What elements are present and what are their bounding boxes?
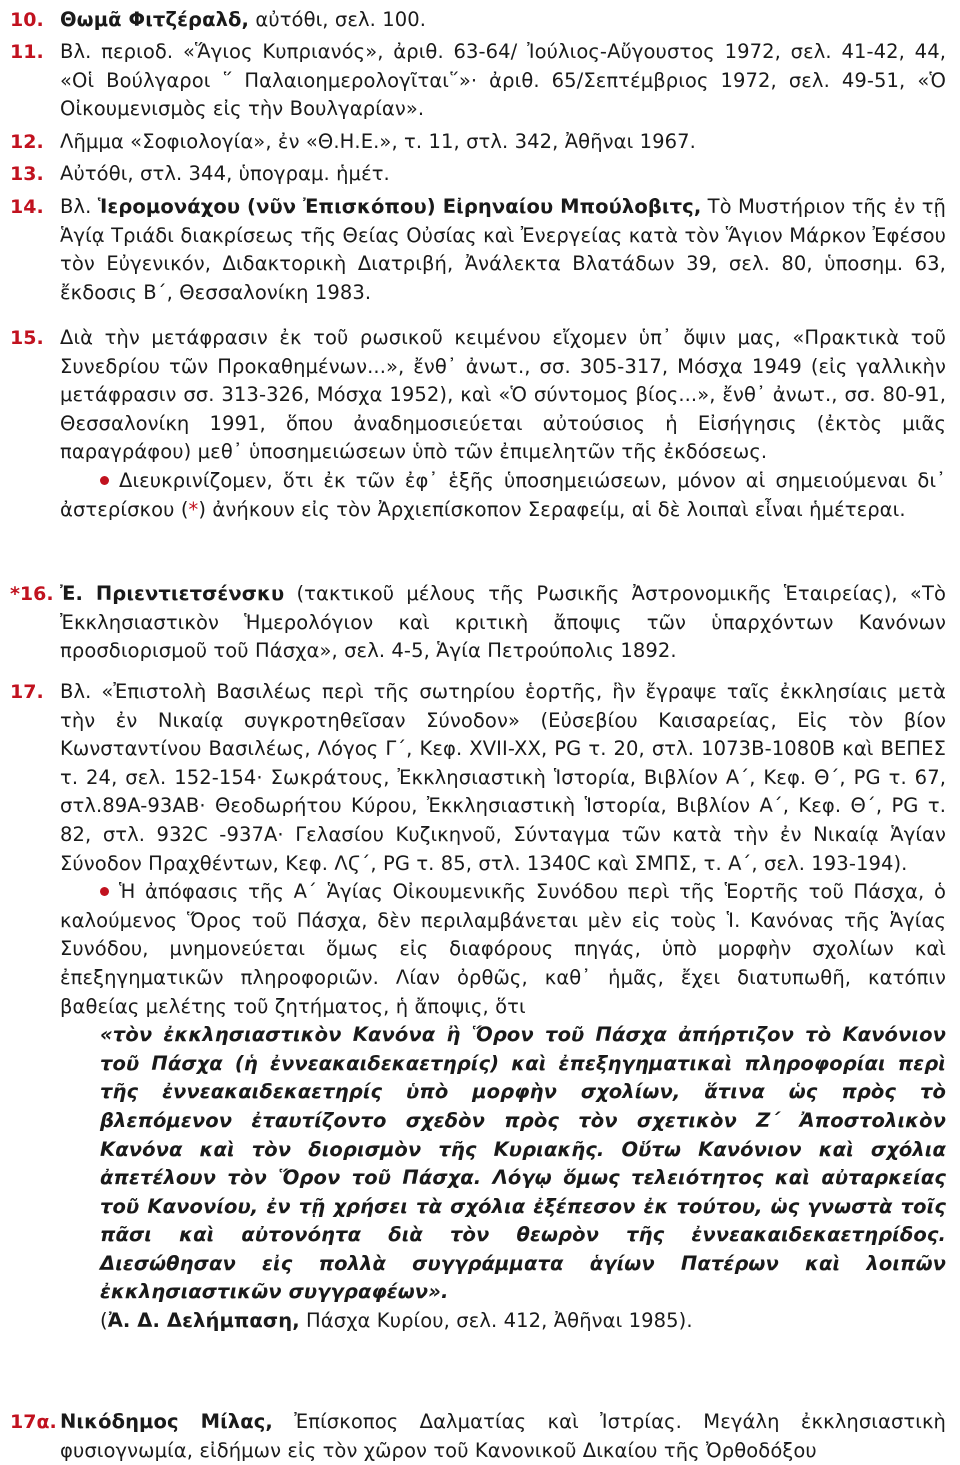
footnote-author: Νικόδημος Μίλας, xyxy=(60,1410,273,1433)
footnote-number: 13. xyxy=(10,163,44,185)
quoted-passage: «τὸν ἐκκλησιαστικὸν Κανόνα ἢ Ὅρον τοῦ Πάσχα ἀπήρτιζον τὸ Κανόνιον τοῦ Πάσχα (ἡ ἐννεακαιδεκαετηρίς) καὶ ἐπεξηγηματικαὶ πληροφορίαι περὶ τῆς ἐννεακαιδεκαετηρίς ὑπὸ μορφὴν σχολίων, ἅτινα ὡς πρὸς τὸ βλεπόμενον ἐταυτίζοντο σχεδὸν πρὸς τὸν σχετικὸν Ζ´ Ἀποστολικὸν Κανόνα καὶ τὸν διορισμὸν τῆς Κυριακῆς. Οὕτω Κανόνιον καὶ σχόλια ἀπετέλουν τὸν Ὅρον τοῦ Πάσχα. Λόγῳ ὅμως τελειότητος καὶ αὐταρκείας τοῦ Κανονίου, ἐν τῇ χρήσει τὰ σχόλια ἐξέπεσον ἐκ τούτου, ὡς γνωστὰ τοῖς πᾶσι καὶ αὐτονόητα διὰ τὸν θεωρὸν τῆς ἐννεακαιδεκαετηρίδος. Διεσώθησαν εἰς πολλὰ συγγράμματα ἁγίων Πατέρων καὶ λοιπῶν ἐκκλησιαστικῶν συγγραφέων». xyxy=(100,1023,946,1304)
footnote-number: 12. xyxy=(10,131,44,153)
bullet-icon xyxy=(100,476,109,485)
footnote-text: Θωμᾶ Φιτζέραλδ, αὐτόθι, σελ. 100. xyxy=(60,8,427,31)
footnote-text: Βλ. «Ἐπιστολὴ Βασιλέως περὶ τῆς σωτηρίου ἑορτῆς, ἣν ἔγραψε ταῖς ἐκκλησίαις μετὰ τὴν ἐν Νικαίᾳ συγκροτηθεῖσαν Σύνοδον» (Εὐσεβίου Καισαρείας, Εἰς τὸν βίον Κωνσταντίνου Βασιλέως, Λόγος Γ´, Κεφ. XVII-XX, PG τ. 20, στλ. 1073B-1080B καὶ ΒΕΠΕΣ τ. 24, σελ. 152-154· Σωκράτους, Ἐκκλησιαστικὴ Ἱστορία, Βιβλίον Α´, Κεφ. Θ´, PG τ. 67, στλ.89A-93AB· Θεοδωρήτου Κύρου, Ἐκκλησιαστικὴ Ἱστορία, Βιβλίον Α´, Κεφ. Θ´, PG τ. 82, στλ. 932C -937A· Γελασίου Κυζικηνοῦ, Σύνταγμα τῶν κατὰ τὴν ἐν Νικαίᾳ Ἁγίαν Σύνοδον Πραχθέντων, Κεφ. ΛϚ´, PG τ. 85, στλ. 1340C καὶ ΣΜΠΣ, τ. Α´, σελ. 193-194). Ἡ ἀπόφασις τῆς Α´ Ἁγίας Οἰκουμενικῆς Συνόδου περὶ τῆς Ἑορτῆς τοῦ Πάσχα, ὁ καλούμενος Ὅρος τοῦ Πάσχα, δὲν περιλαμβάνεται μὲν εἰς τοὺς Ἱ. Κανόνας τῆς Ἁγίας Συνόδου, μνημονεύεται ὅμως εἰς διαφόρους πηγάς, ὑπὸ μορφὴν σχολίων καὶ ἐπεξηγηματικῶν πληροφοριῶν. Λίαν ὀρθῶς, καθ᾽ ἡμᾶς, ἔχει διατυπωθῆ, κατόπιν βαθείας μελέτης τοῦ ζητήματος, ἡ ἄποψις, ὅτι «τὸν ἐκκλησιαστικὸν Κανόνα ἢ Ὅρον τοῦ Πάσχα ἀπήρτιζον τὸ Κανόνιον τοῦ Πάσχα (ἡ ἐννεακαιδεκαετηρίς) καὶ ἐπεξηγηματικαὶ πληροφορίαι περὶ τῆς ἐννεακαιδεκαετηρίς ὑπὸ μορφὴν σχολίων, ἅτινα ὡς πρὸς τὸ βλεπόμενον ἐταυτίζοντο σχεδὸν πρὸς τὸν σχετικὸν Ζ´ Ἀποστολικὸν Κανόνα καὶ τὸν διορισμὸν τῆς Κυριακῆς. Οὕτω Κανόνιον καὶ σχόλια ἀπετέλουν τὸν Ὅρον τοῦ Πάσχα. Λόγῳ ὅμως τελειότητος καὶ αὐταρκείας τοῦ Κανονίου, ἐν τῇ χρήσει τὰ σχόλια ἐξέπεσον ἐκ τούτου, ὡς γνωστὰ τοῖς πᾶσι καὶ αὐτονόητα διὰ τὸν θεωρὸν τῆς ἐννεακαιδεκαετηρίδος. Διεσώθησαν εἰς πολλὰ συγγράμματα ἁγίων Πατέρων καὶ λοιπῶν ἐκκλησιαστικῶν συγγραφέων». (Ἀ. Δ. Δελήμπαση, Πάσχα Κυρίου, σελ. 412, Ἀθῆναι 1985). xyxy=(60,678,946,1336)
footnote-number: *16. xyxy=(10,583,54,605)
asterisk-mark: * xyxy=(188,497,199,521)
footnote-number: 11. xyxy=(10,41,44,63)
footnote-text: Λῆμμα «Σοφιολογία», ἐν «Θ.Η.Ε.», τ. 11, στλ. 342, Ἀθῆναι 1967. xyxy=(60,130,696,153)
footnote-text: Διὰ τὴν μετάφρασιν ἐκ τοῦ ρωσικοῦ κειμένου εἴχομεν ὑπ᾽ ὄψιν μας, «Πρακτικὰ τοῦ Συνεδρίου τῶν Προκαθημένων...», ἔνθ᾽ ἀνωτ., σσ. 305-317, Μόσχα 1949 (εἰς γαλλικὴν μετάφρασιν σσ. 313-326, Μόσχα 1952), καὶ «Ὁ σύντομος βίος...», ἔνθ᾽ ἀνωτ., σσ. 80-91, Θεσσαλονίκη 1991, ὅπου ἀναδημοσιεύεται αὐτούσιος ἡ Εἰσήγησις (ἐκτὸς μιᾶς παραγράφου) μεθ᾽ ὑποσημειώσεων ὑπὸ τῶν ἐπιμελητῶν τῆς ἐκδόσεως. Διευκρινίζομεν, ὅτι ἐκ τῶν ἐφ᾽ ἑξῆς ὑποσημειώσεων, μόνον αἱ σημειούμεναι δι᾽ ἀστερίσκου (*) ἀνήκουν εἰς τὸν Ἀρχιεπίσκοπον Σεραφείμ, αἱ δὲ λοιπαὶ εἶναι ἡμέτεραι. xyxy=(60,324,946,524)
footnote-number: 14. xyxy=(10,196,44,218)
footnote-author: Θωμᾶ Φιτζέραλδ, xyxy=(60,8,250,31)
footnote-author: Ἐ. Πριεντιετσένσκυ xyxy=(60,582,285,605)
citation: (Ἀ. Δ. Δελήμπαση, Πάσχα Κυρίου, σελ. 412, Ἀθῆναι 1985). xyxy=(100,1309,693,1333)
footnote-text: Βλ. περιοδ. «Ἅγιος Κυπριανός», ἀριθ. 63-64/ Ἰούλιος-Αὔγουστος 1972, σελ. 41-42, 44, «Οἱ Βούλγαροι ῞ Παλαιοημερολογῖται῞»· ἀριθ. 65/Σεπτέμβριος 1972, σελ. 49-51, «Ὁ Οἰκουμενισμὸς εἰς τὴν Βουλγαρίαν». xyxy=(60,40,946,121)
footnote-text: Βλ. Ἱερομονάχου (νῦν Ἐπισκόπου) Εἰρηναίου Μπούλοβιτς, Τὸ Μυστήριον τῆς ἐν τῇ Ἁγίᾳ Τριάδι διακρίσεως τῆς Θείας Οὐσίας καὶ Ἐνεργείας κατὰ τὸν Ἅγιον Μάρκον Ἐφέσου τὸν Εὐγενικόν, Διδακτορικὴ Διατριβή, Ἀνάλεκτα Βλατάδων 39, σελ. 80, ὑποσημ. 63, ἔκδοσις Β´, Θεσσαλονίκη 1983. xyxy=(60,195,946,304)
footnote-number: 15. xyxy=(10,327,44,349)
footnote-author: Ἱερομονάχου (νῦν Ἐπισκόπου) Εἰρηναίου Μπούλοβιτς, xyxy=(97,195,702,218)
footnote-number: 17α. xyxy=(10,1411,57,1433)
footnote-number: 17. xyxy=(10,681,44,703)
footnote-text: Αὐτόθι, στλ. 344, ὑπογραμ. ἡμέτ. xyxy=(60,162,390,185)
footnote-text: Ἐ. Πριεντιετσένσκυ (τακτικοῦ μέλους τῆς Ρωσικῆς Ἀστρονομικῆς Ἑταιρείας), «Τὸ Ἐκκλησιαστικὸν Ἡμερολόγιον καὶ κριτικὴ ἄποψις τῶν ὑπαρχόντων Κανόνων προσδιορισμοῦ τοῦ Πάσχα», σελ. 4-5, Ἁγία Πετρούπολις 1892. xyxy=(60,582,946,663)
footnote-number: 10. xyxy=(10,9,44,31)
footnote-note: Ἡ ἀπόφασις τῆς Α´ Ἁγίας Οἰκουμενικῆς Συνόδου περὶ τῆς Ἑορτῆς τοῦ Πάσχα, ὁ καλούμενος Ὅρος τοῦ Πάσχα, δὲν περιλαμβάνεται μὲν εἰς τοὺς Ἱ. Κανόνας τῆς Ἁγίας Συνόδου, μνημονεύεται ὅμως εἰς διαφόρους πηγάς, ὑπὸ μορφὴν σχολίων καὶ ἐπεξηγηματικῶν πληροφοριῶν. Λίαν ὀρθῶς, καθ᾽ ἡμᾶς, ἔχει διατυπωθῆ, κατόπιν βαθείας μελέτης τοῦ ζητήματος, ἡ ἄποψις, ὅτι xyxy=(60,880,946,1018)
footnote-text: Νικόδημος Μίλας, Ἐπίσκοπος Δαλματίας καὶ Ἰστρίας. Μεγάλη ἐκκλησιαστικὴ φυσιογνωμία, εἰδήμων εἰς τὸν χῶρον τοῦ Κανονικοῦ Δικαίου τῆς Ὀρθοδόξου xyxy=(60,1410,946,1462)
bullet-icon xyxy=(100,887,109,896)
footnote-note: Διευκρινίζομεν, ὅτι ἐκ τῶν ἐφ᾽ ἑξῆς ὑποσημειώσεων, μόνον αἱ σημειούμεναι δι᾽ ἀστερίσκου (*) ἀνήκουν εἰς τὸν Ἀρχιεπίσκοπον Σεραφείμ, αἱ δὲ λοιπαὶ εἶναι ἡμέτεραι. xyxy=(60,468,946,521)
citation-author: Ἀ. Δ. Δελήμπαση, xyxy=(107,1309,300,1333)
